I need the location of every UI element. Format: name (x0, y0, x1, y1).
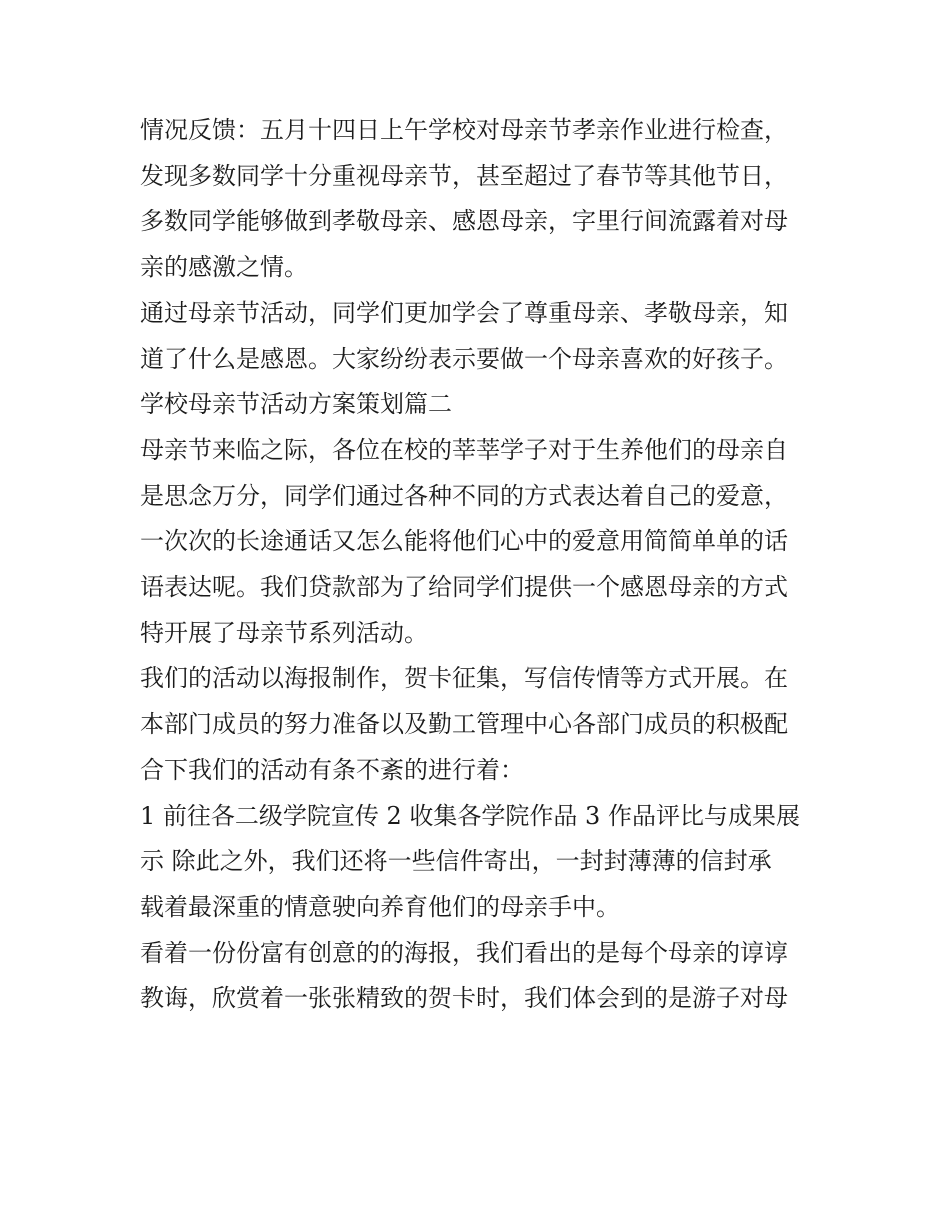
text-line: 合下我们的活动有条不紊的进行着： (140, 755, 524, 784)
paragraph-activities (140, 656, 820, 793)
text-line: 亲的感激之情。 (140, 253, 308, 282)
text-line: 载着最深重的情意驶向养育他们的母亲手中。 (140, 892, 620, 921)
text-line: 多数同学能够做到孝敬母亲、感恩母亲，字里行间流露着对母 (140, 207, 788, 236)
text-line: 情况反馈：五月十四日上午学校对母亲节孝亲作业进行检查， (140, 116, 788, 144)
section-heading (140, 382, 820, 428)
text-line: 我们的活动以海报制作，贺卡征集，写信传情等方式开展。在 (140, 664, 788, 693)
text-line: 1 前往各二级学院宣传 2 收集各学院作品 3 作品评比与成果展 (140, 801, 800, 830)
text-line: 示 除此之外，我们还将一些信件寄出，一封封薄薄的信封承 (140, 847, 772, 876)
text-line: 通过母亲节活动，同学们更加学会了尊重母亲、孝敬母亲，知 (140, 298, 788, 327)
text-line: 特开展了母亲节系列活动。 (140, 618, 428, 647)
paragraph-steps (140, 794, 820, 931)
document-body (140, 108, 820, 1022)
text-line: 语表达呢。我们贷款部为了给同学们提供一个感恩母亲的方式 (140, 573, 788, 602)
text-line: 母亲节来临之际，各位在校的莘莘学子对于生养他们的母亲自 (140, 435, 788, 464)
text-line: 道了什么是感恩。大家纷纷表示要做一个母亲喜欢的好孩子。 (140, 344, 788, 373)
text-line: 教诲，欣赏着一张张精致的贺卡时，我们体会到的是游子对母 (140, 984, 788, 1013)
paragraph-reflection (140, 931, 820, 1022)
heading-text: 学校母亲节活动方案策划篇二 (140, 390, 452, 419)
paragraph-intro (140, 428, 820, 657)
text-line: 发现多数同学十分重视母亲节，甚至超过了春节等其他节日， (140, 161, 788, 190)
text-line: 一次次的长途通话又怎么能将他们心中的爱意用简简单单的话 (140, 527, 788, 556)
paragraph-feedback (140, 108, 820, 291)
text-line: 看着一份份富有创意的的海报，我们看出的是每个母亲的谆谆 (140, 938, 788, 967)
paragraph-summary (140, 291, 820, 382)
text-line: 本部门成员的努力准备以及勤工管理中心各部门成员的积极配 (140, 710, 788, 739)
text-line: 是思念万分，同学们通过各种不同的方式表达着自己的爱意， (140, 481, 788, 510)
